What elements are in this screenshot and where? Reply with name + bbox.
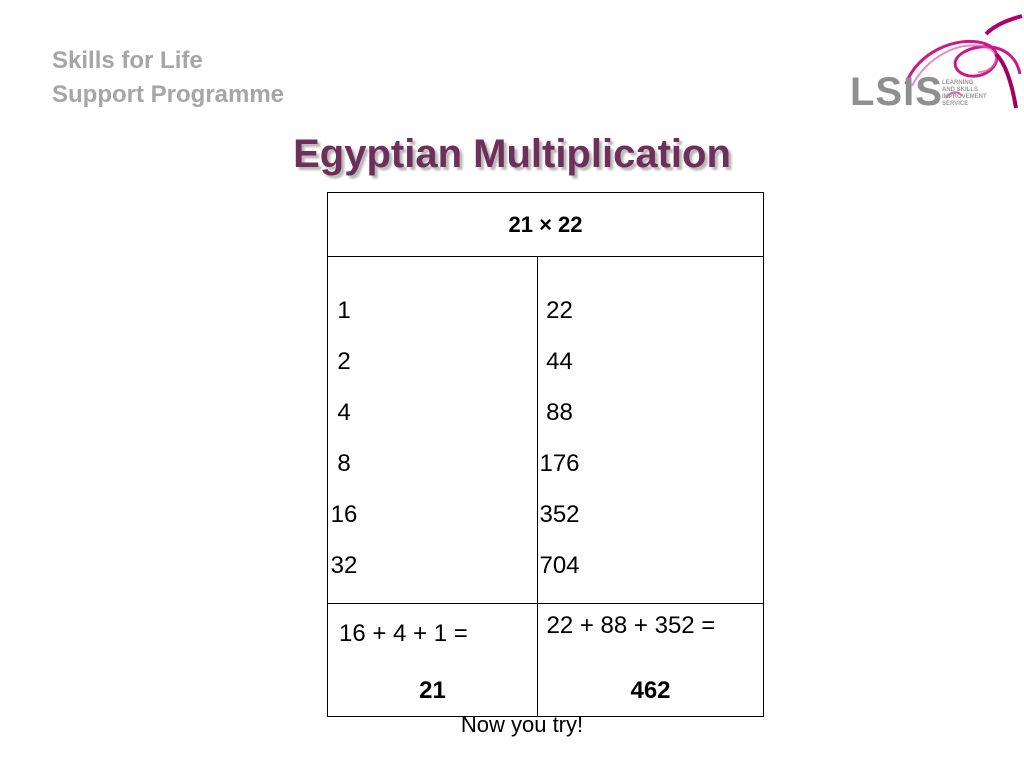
logo-wordmark: LSIS xyxy=(850,70,943,114)
list-item: 2 xyxy=(337,348,351,375)
right-sum-cell xyxy=(537,604,764,717)
doubling-column-right xyxy=(537,257,764,604)
right-sum-expression: 22 + 88 + 352 = xyxy=(546,612,716,639)
footer-prompt: Now you try! xyxy=(460,712,584,737)
logo-sub-line: AND SKILLS xyxy=(942,87,978,93)
logo-sub-line: IMPROVEMENT xyxy=(942,94,987,100)
slide-title: Egyptian Multiplication xyxy=(293,132,731,176)
lsis-logo xyxy=(846,14,1024,114)
list-item: 22 xyxy=(546,297,573,324)
list-item: 16 xyxy=(330,501,358,528)
list-item: 1 xyxy=(337,297,351,324)
list-item: 88 xyxy=(546,399,573,426)
right-sum-result: 462 xyxy=(630,677,671,704)
multiplication-table xyxy=(327,192,764,717)
list-item: 704 xyxy=(539,552,580,579)
left-sum-result: 21 xyxy=(419,677,446,704)
programme-heading xyxy=(52,44,284,112)
programme-line-2: Support Programme xyxy=(52,81,285,108)
logo-sub-line: LEARNING xyxy=(942,80,974,86)
left-sum-expression: 16 + 4 + 1 = xyxy=(339,620,468,647)
list-item: 32 xyxy=(330,552,358,579)
doubling-column-left xyxy=(328,257,538,604)
programme-line-1: Skills for Life xyxy=(52,47,203,74)
left-sum-cell xyxy=(328,604,538,717)
list-item: 44 xyxy=(546,348,573,375)
list-item: 176 xyxy=(539,450,580,477)
table-heading: 21 × 22 xyxy=(328,193,764,257)
list-item: 4 xyxy=(337,399,351,426)
logo-sub-line: SERVICE xyxy=(942,101,969,107)
logo-subtitle xyxy=(942,80,1002,108)
list-item: 8 xyxy=(337,450,351,477)
list-item: 352 xyxy=(539,501,580,528)
